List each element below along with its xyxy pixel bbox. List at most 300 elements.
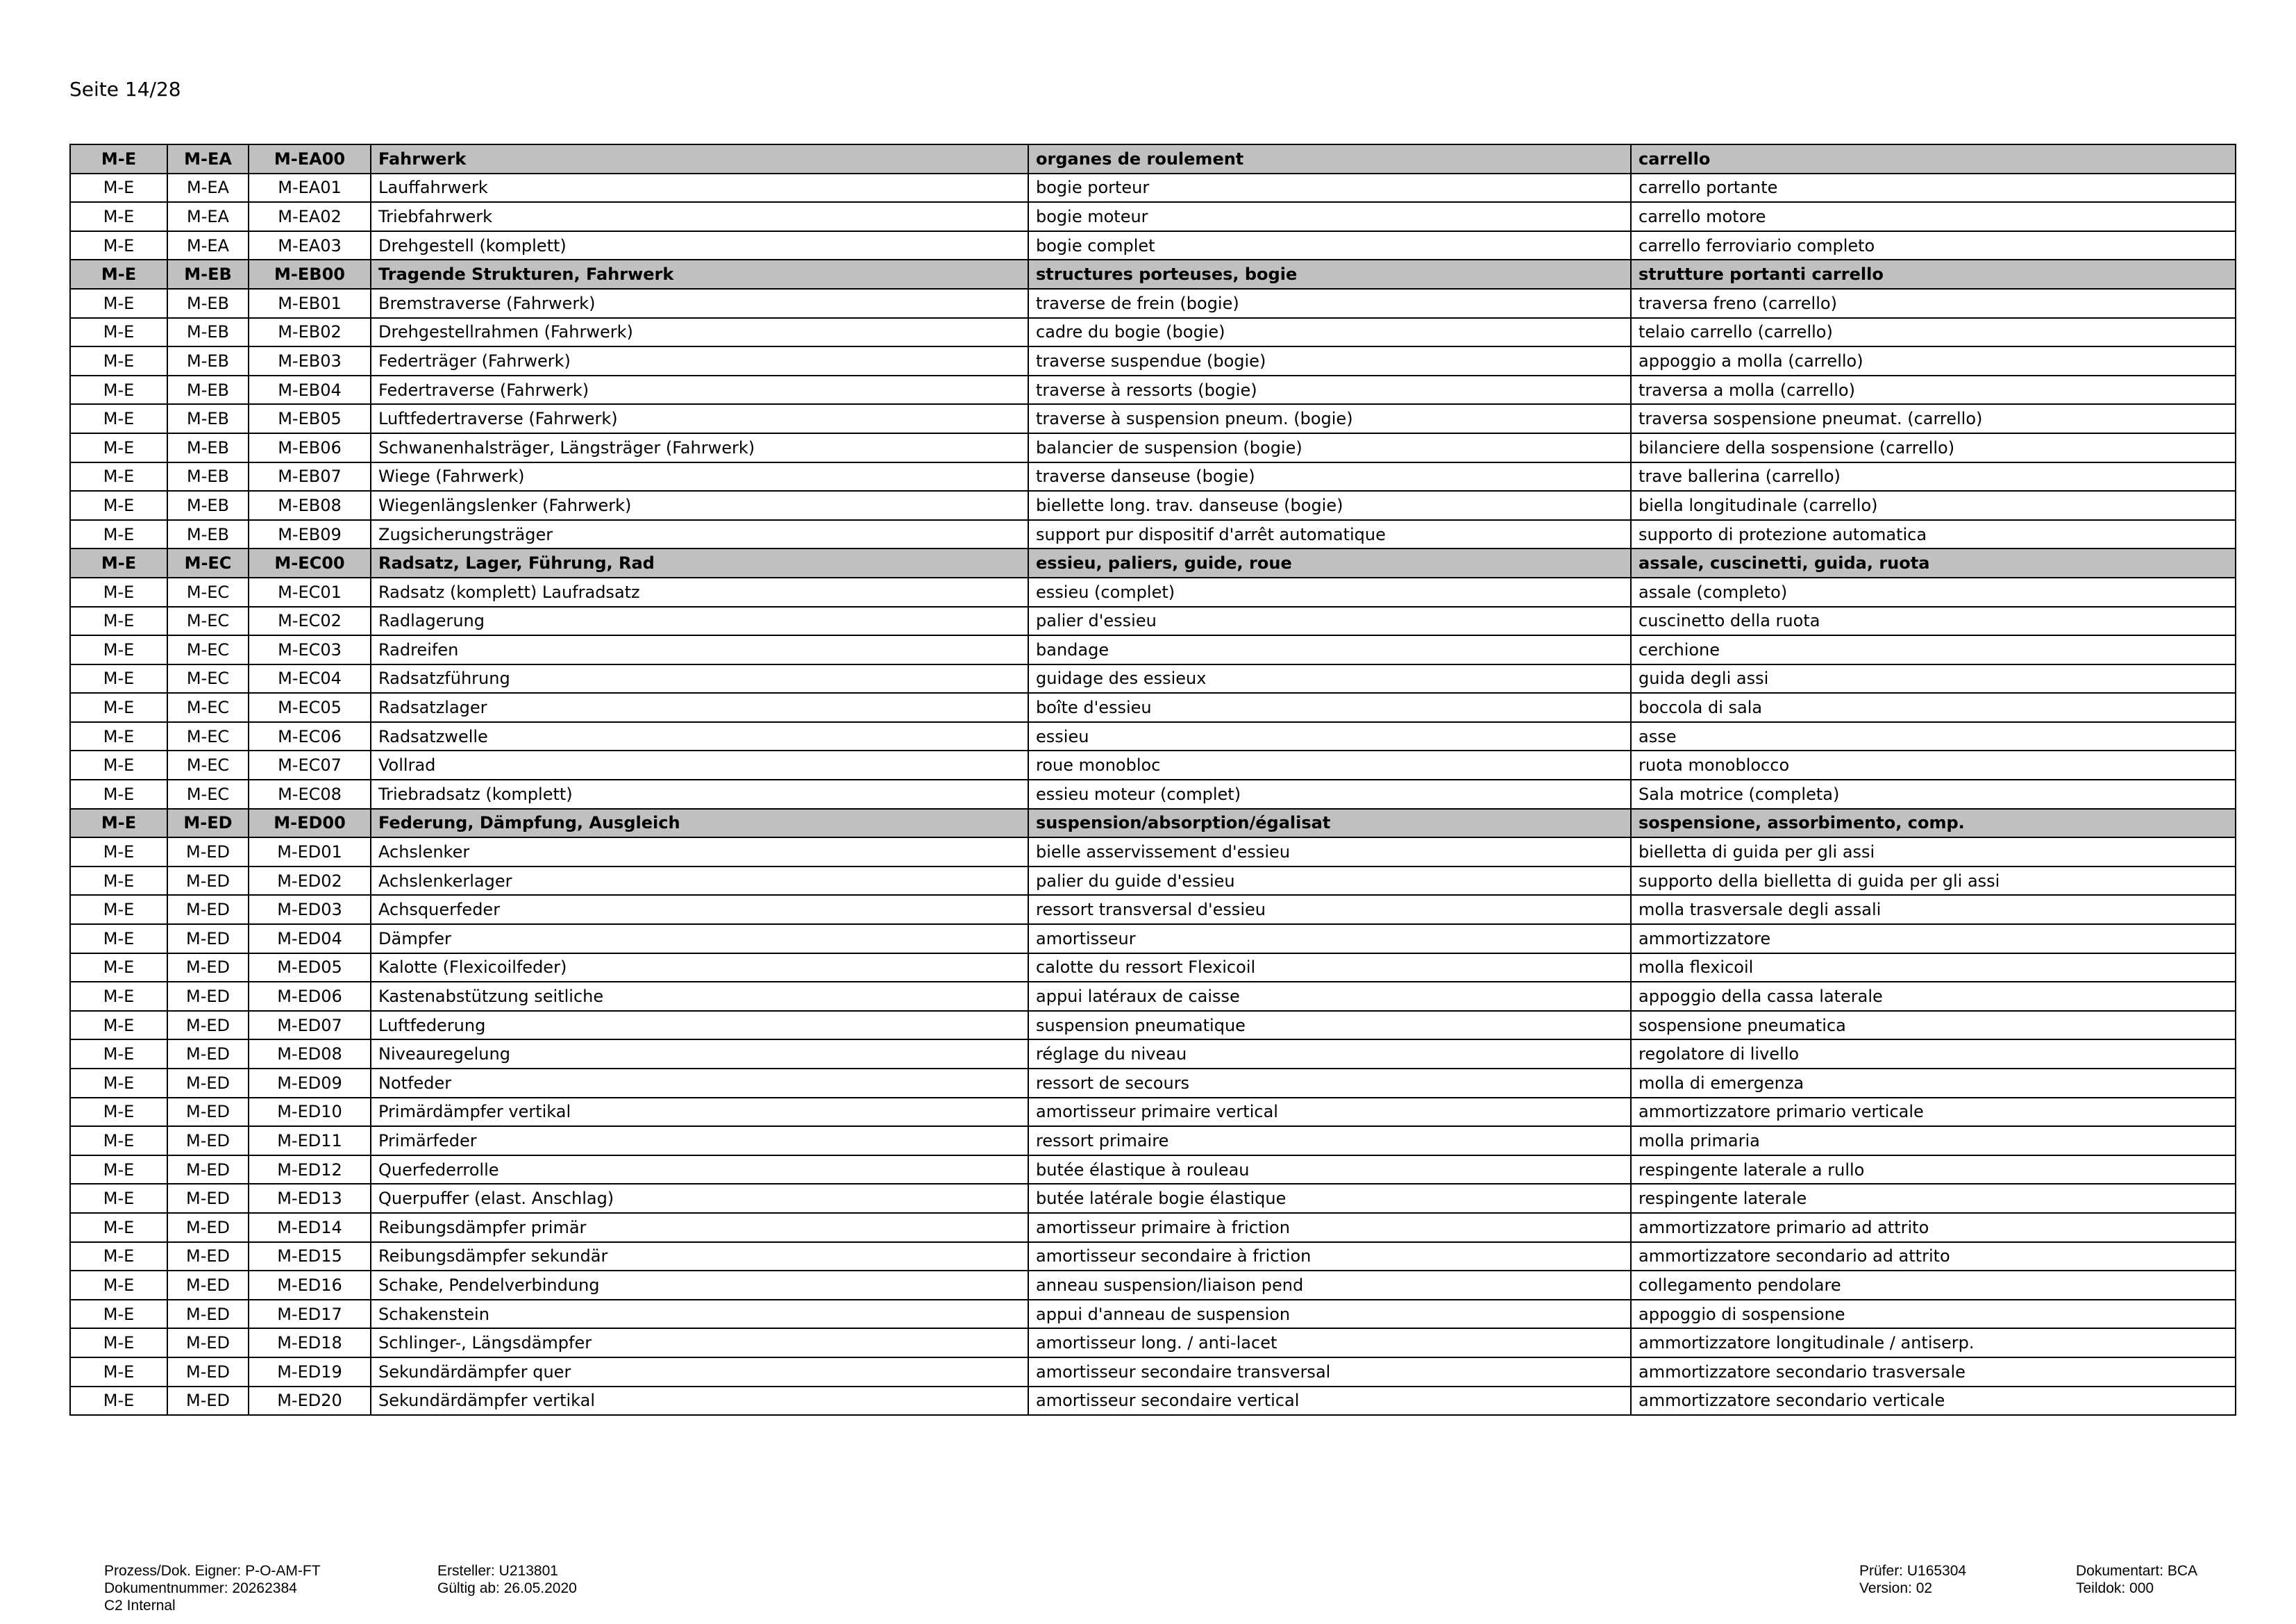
level2-cell: M-ED [167, 1011, 249, 1040]
code-cell: M-ED20 [249, 1387, 371, 1416]
italian-term-cell: ammortizzatore secondario verticale [1631, 1387, 2236, 1416]
italian-term-cell: traversa a molla (carrello) [1631, 376, 2236, 405]
german-term-cell: Bremstraverse (Fahrwerk) [371, 289, 1028, 318]
italian-term-cell: sospensione pneumatica [1631, 1011, 2236, 1040]
level1-cell: M-E [70, 1213, 167, 1242]
german-term-cell: Federung, Dämpfung, Ausgleich [371, 809, 1028, 838]
french-term-cell: réglage du niveau [1028, 1039, 1631, 1069]
footer-reviewer-block [1859, 1562, 1966, 1597]
german-term-cell: Sekundärdämpfer vertikal [371, 1387, 1028, 1416]
french-term-cell: amortisseur secondaire à friction [1028, 1242, 1631, 1271]
german-term-cell: Schakenstein [371, 1300, 1028, 1329]
level1-cell: M-E [70, 346, 167, 376]
german-term-cell: Vollrad [371, 751, 1028, 780]
table-row [70, 1242, 2236, 1271]
italian-term-cell: appoggio a molla (carrello) [1631, 346, 2236, 376]
table-row [70, 289, 2236, 318]
level2-cell: M-EB [167, 520, 249, 549]
table-row [70, 895, 2236, 924]
italian-term-cell: cerchione [1631, 635, 2236, 664]
code-cell: M-EB08 [249, 491, 371, 520]
german-term-cell: Schake, Pendelverbindung [371, 1271, 1028, 1300]
code-cell: M-EC01 [249, 578, 371, 607]
italian-term-cell: traversa sospensione pneumat. (carrello) [1631, 404, 2236, 433]
table-row [70, 1271, 2236, 1300]
code-cell: M-ED01 [249, 837, 371, 867]
german-term-cell: Dämpfer [371, 924, 1028, 953]
code-cell: M-EC02 [249, 607, 371, 636]
french-term-cell: boîte d'essieu [1028, 693, 1631, 722]
italian-term-cell: bielletta di guida per gli assi [1631, 837, 2236, 867]
german-term-cell: Schwanenhalsträger, Längsträger (Fahrwerk) [371, 433, 1028, 462]
level2-cell: M-ED [167, 1126, 249, 1155]
level2-cell: M-EC [167, 780, 249, 809]
footer-valid-from: Gültig ab: 26.05.2020 [437, 1580, 577, 1596]
french-term-cell: roue monobloc [1028, 751, 1631, 780]
french-term-cell: bogie porteur [1028, 174, 1631, 203]
level2-cell: M-ED [167, 837, 249, 867]
level1-cell: M-E [70, 462, 167, 492]
level2-cell: M-ED [167, 1098, 249, 1127]
level2-cell: M-ED [167, 1387, 249, 1416]
table-row [70, 751, 2236, 780]
italian-term-cell: boccola di sala [1631, 693, 2236, 722]
german-term-cell: Federtraverse (Fahrwerk) [371, 376, 1028, 405]
italian-term-cell: molla flexicoil [1631, 953, 2236, 982]
german-term-cell: Querpuffer (elast. Anschlag) [371, 1184, 1028, 1213]
french-term-cell: biellette long. trav. danseuse (bogie) [1028, 491, 1631, 520]
french-term-cell: bielle asservissement d'essieu [1028, 837, 1631, 867]
level2-cell: M-EB [167, 491, 249, 520]
table-row [70, 491, 2236, 520]
german-term-cell: Federträger (Fahrwerk) [371, 346, 1028, 376]
french-term-cell: bogie moteur [1028, 202, 1631, 231]
level1-cell: M-E [70, 1011, 167, 1040]
table-row [70, 1387, 2236, 1416]
french-term-cell: amortisseur [1028, 924, 1631, 953]
level2-cell: M-EB [167, 289, 249, 318]
code-cell: M-EC00 [249, 549, 371, 578]
level1-cell: M-E [70, 578, 167, 607]
level1-cell: M-E [70, 1387, 167, 1416]
german-term-cell: Fahrwerk [371, 144, 1028, 174]
italian-term-cell: ammortizzatore [1631, 924, 2236, 953]
french-term-cell: organes de roulement [1028, 144, 1631, 174]
level1-cell: M-E [70, 1155, 167, 1184]
table-row [70, 953, 2236, 982]
french-term-cell: bandage [1028, 635, 1631, 664]
german-term-cell: Tragende Strukturen, Fahrwerk [371, 260, 1028, 289]
level2-cell: M-EC [167, 607, 249, 636]
table-row [70, 607, 2236, 636]
french-term-cell: guidage des essieux [1028, 664, 1631, 694]
level2-cell: M-EC [167, 664, 249, 694]
code-cell: M-ED05 [249, 953, 371, 982]
french-term-cell: amortisseur primaire à friction [1028, 1213, 1631, 1242]
level1-cell: M-E [70, 635, 167, 664]
level2-cell: M-EC [167, 635, 249, 664]
table-row [70, 867, 2236, 896]
code-cell: M-EA02 [249, 202, 371, 231]
table-row [70, 578, 2236, 607]
german-term-cell: Drehgestell (komplett) [371, 231, 1028, 260]
level1-cell: M-E [70, 260, 167, 289]
level2-cell: M-EB [167, 346, 249, 376]
italian-term-cell: telaio carrello (carrello) [1631, 318, 2236, 347]
french-term-cell: essieu [1028, 722, 1631, 751]
level1-cell: M-E [70, 144, 167, 174]
german-term-cell: Triebradsatz (komplett) [371, 780, 1028, 809]
code-cell: M-ED15 [249, 1242, 371, 1271]
french-term-cell: cadre du bogie (bogie) [1028, 318, 1631, 347]
table-row [70, 1213, 2236, 1242]
italian-term-cell: ammortizzatore secondario trasversale [1631, 1357, 2236, 1387]
german-term-cell: Radsatzführung [371, 664, 1028, 694]
code-cell: M-EC03 [249, 635, 371, 664]
code-cell: M-EB09 [249, 520, 371, 549]
italian-term-cell: regolatore di livello [1631, 1039, 2236, 1069]
level2-cell: M-ED [167, 1184, 249, 1213]
level1-cell: M-E [70, 318, 167, 347]
german-term-cell: Primärfeder [371, 1126, 1028, 1155]
table-row [70, 433, 2236, 462]
italian-term-cell: appoggio di sospensione [1631, 1300, 2236, 1329]
italian-term-cell: ruota monoblocco [1631, 751, 2236, 780]
french-term-cell: structures porteuses, bogie [1028, 260, 1631, 289]
german-term-cell: Luftfederung [371, 1011, 1028, 1040]
italian-term-cell: assale, cuscinetti, guida, ruota [1631, 549, 2236, 578]
code-table-body [70, 144, 2236, 1415]
code-cell: M-ED12 [249, 1155, 371, 1184]
code-cell: M-EC06 [249, 722, 371, 751]
german-term-cell: Schlinger-, Längsdämpfer [371, 1328, 1028, 1357]
german-term-cell: Radlagerung [371, 607, 1028, 636]
level2-cell: M-EB [167, 404, 249, 433]
french-term-cell: support pur dispositif d'arrêt automatique [1028, 520, 1631, 549]
level2-cell: M-ED [167, 1039, 249, 1069]
table-row [70, 462, 2236, 492]
code-cell: M-EA01 [249, 174, 371, 203]
german-term-cell: Radsatz (komplett) Laufradsatz [371, 578, 1028, 607]
german-term-cell: Radsatzlager [371, 693, 1028, 722]
french-term-cell: bogie complet [1028, 231, 1631, 260]
level2-cell: M-EC [167, 751, 249, 780]
french-term-cell: ressort primaire [1028, 1126, 1631, 1155]
italian-term-cell: carrello ferroviario completo [1631, 231, 2236, 260]
level2-cell: M-ED [167, 1357, 249, 1387]
level2-cell: M-ED [167, 1155, 249, 1184]
italian-term-cell: appoggio della cassa laterale [1631, 982, 2236, 1011]
code-cell: M-EB02 [249, 318, 371, 347]
code-cell: M-EA00 [249, 144, 371, 174]
level2-cell: M-ED [167, 1213, 249, 1242]
italian-term-cell: asse [1631, 722, 2236, 751]
french-term-cell: balancier de suspension (bogie) [1028, 433, 1631, 462]
level2-cell: M-EC [167, 722, 249, 751]
table-row [70, 1069, 2236, 1098]
table-row [70, 1357, 2236, 1387]
level1-cell: M-E [70, 491, 167, 520]
code-cell: M-ED18 [249, 1328, 371, 1357]
table-row [70, 780, 2236, 809]
level1-cell: M-E [70, 722, 167, 751]
table-group-row [70, 260, 2236, 289]
table-row [70, 1126, 2236, 1155]
level1-cell: M-E [70, 433, 167, 462]
table-row [70, 318, 2236, 347]
code-cell: M-ED16 [249, 1271, 371, 1300]
table-row [70, 1184, 2236, 1213]
table-row [70, 1039, 2236, 1069]
italian-term-cell: molla primaria [1631, 1126, 2236, 1155]
code-cell: M-ED08 [249, 1039, 371, 1069]
german-term-cell: Radsatz, Lager, Führung, Rad [371, 549, 1028, 578]
french-term-cell: calotte du ressort Flexicoil [1028, 953, 1631, 982]
french-term-cell: butée latérale bogie élastique [1028, 1184, 1631, 1213]
german-term-cell: Radsatzwelle [371, 722, 1028, 751]
code-cell: M-ED06 [249, 982, 371, 1011]
french-term-cell: essieu (complet) [1028, 578, 1631, 607]
level2-cell: M-ED [167, 1300, 249, 1329]
level1-cell: M-E [70, 895, 167, 924]
italian-term-cell: ammortizzatore primario ad attrito [1631, 1213, 2236, 1242]
german-term-cell: Lauffahrwerk [371, 174, 1028, 203]
code-cell: M-ED11 [249, 1126, 371, 1155]
level2-cell: M-ED [167, 924, 249, 953]
french-term-cell: amortisseur secondaire vertical [1028, 1387, 1631, 1416]
table-row [70, 1328, 2236, 1357]
italian-term-cell: guida degli assi [1631, 664, 2236, 694]
level2-cell: M-ED [167, 895, 249, 924]
level1-cell: M-E [70, 1242, 167, 1271]
table-row [70, 520, 2236, 549]
footer-doc-number: Dokumentnummer: 20262384 [104, 1580, 297, 1596]
level2-cell: M-ED [167, 809, 249, 838]
table-row [70, 404, 2236, 433]
italian-term-cell: sospensione, assorbimento, comp. [1631, 809, 2236, 838]
french-term-cell: appui latéraux de caisse [1028, 982, 1631, 1011]
german-term-cell: Wiege (Fahrwerk) [371, 462, 1028, 492]
french-term-cell: traverse danseuse (bogie) [1028, 462, 1631, 492]
italian-term-cell: respingente laterale a rullo [1631, 1155, 2236, 1184]
level2-cell: M-EC [167, 578, 249, 607]
level1-cell: M-E [70, 924, 167, 953]
table-group-row [70, 144, 2236, 174]
level2-cell: M-ED [167, 1242, 249, 1271]
french-term-cell: amortisseur long. / anti-lacet [1028, 1328, 1631, 1357]
level1-cell: M-E [70, 1039, 167, 1069]
level2-cell: M-ED [167, 1271, 249, 1300]
german-term-cell: Primärdämpfer vertikal [371, 1098, 1028, 1127]
french-term-cell: butée élastique à rouleau [1028, 1155, 1631, 1184]
level2-cell: M-ED [167, 867, 249, 896]
french-term-cell: amortisseur secondaire transversal [1028, 1357, 1631, 1387]
italian-term-cell: biella longitudinale (carrello) [1631, 491, 2236, 520]
level1-cell: M-E [70, 1126, 167, 1155]
table-row [70, 1300, 2236, 1329]
level1-cell: M-E [70, 982, 167, 1011]
level2-cell: M-EA [167, 174, 249, 203]
code-cell: M-EC08 [249, 780, 371, 809]
french-term-cell: essieu, paliers, guide, roue [1028, 549, 1631, 578]
code-cell: M-EB06 [249, 433, 371, 462]
italian-term-cell: ammortizzatore secondario ad attrito [1631, 1242, 2236, 1271]
level2-cell: M-EC [167, 549, 249, 578]
level1-cell: M-E [70, 1300, 167, 1329]
table-row [70, 231, 2236, 260]
french-term-cell: amortisseur primaire vertical [1028, 1098, 1631, 1127]
level1-cell: M-E [70, 1271, 167, 1300]
french-term-cell: ressort de secours [1028, 1069, 1631, 1098]
code-cell: M-EB05 [249, 404, 371, 433]
code-cell: M-ED02 [249, 867, 371, 896]
footer-version: Version: 02 [1859, 1580, 1933, 1596]
code-cell: M-ED03 [249, 895, 371, 924]
level1-cell: M-E [70, 1184, 167, 1213]
code-cell: M-ED13 [249, 1184, 371, 1213]
italian-term-cell: molla trasversale degli assali [1631, 895, 2236, 924]
level2-cell: M-EA [167, 144, 249, 174]
french-term-cell: anneau suspension/liaison pend [1028, 1271, 1631, 1300]
code-cell: M-EB03 [249, 346, 371, 376]
level2-cell: M-ED [167, 953, 249, 982]
level1-cell: M-E [70, 404, 167, 433]
footer-reviewer: Prüfer: U165304 [1859, 1563, 1967, 1579]
level2-cell: M-EB [167, 318, 249, 347]
code-cell: M-EB04 [249, 376, 371, 405]
level2-cell: M-EA [167, 231, 249, 260]
code-cell: M-EC07 [249, 751, 371, 780]
level1-cell: M-E [70, 837, 167, 867]
code-cell: M-EC05 [249, 693, 371, 722]
level1-cell: M-E [70, 1069, 167, 1098]
french-term-cell: traverse suspendue (bogie) [1028, 346, 1631, 376]
italian-term-cell: assale (completo) [1631, 578, 2236, 607]
german-term-cell: Kalotte (Flexicoilfeder) [371, 953, 1028, 982]
code-cell: M-ED10 [249, 1098, 371, 1127]
code-cell: M-EB00 [249, 260, 371, 289]
italian-term-cell: carrello portante [1631, 174, 2236, 203]
code-cell: M-EB07 [249, 462, 371, 492]
german-term-cell: Sekundärdämpfer quer [371, 1357, 1028, 1387]
level1-cell: M-E [70, 780, 167, 809]
italian-term-cell: cuscinetto della ruota [1631, 607, 2236, 636]
level2-cell: M-EB [167, 433, 249, 462]
level1-cell: M-E [70, 1328, 167, 1357]
table-row [70, 635, 2236, 664]
french-term-cell: suspension/absorption/égalisat [1028, 809, 1631, 838]
table-row [70, 1098, 2236, 1127]
level1-cell: M-E [70, 376, 167, 405]
level2-cell: M-EC [167, 693, 249, 722]
footer-doc-type: Dokumentart: BCA [2076, 1563, 2198, 1579]
german-term-cell: Radreifen [371, 635, 1028, 664]
footer-part-doc: Teildok: 000 [2076, 1580, 2154, 1596]
page-number: Seite 14/28 [69, 78, 181, 101]
italian-term-cell: ammortizzatore primario verticale [1631, 1098, 2236, 1127]
code-cell: M-ED17 [249, 1300, 371, 1329]
footer-author-block [437, 1562, 577, 1597]
table-row [70, 837, 2236, 867]
italian-term-cell: Sala motrice (completa) [1631, 780, 2236, 809]
level2-cell: M-EB [167, 376, 249, 405]
footer-classification: C2 Internal [104, 1598, 176, 1614]
level1-cell: M-E [70, 751, 167, 780]
code-cell: M-EA03 [249, 231, 371, 260]
italian-term-cell: bilanciere della sospensione (carrello) [1631, 433, 2236, 462]
italian-term-cell: molla di emergenza [1631, 1069, 2236, 1098]
level2-cell: M-EB [167, 462, 249, 492]
level2-cell: M-EB [167, 260, 249, 289]
footer-doctype-block [2076, 1562, 2197, 1597]
table-row [70, 202, 2236, 231]
level1-cell: M-E [70, 953, 167, 982]
level1-cell: M-E [70, 607, 167, 636]
italian-term-cell: trave ballerina (carrello) [1631, 462, 2236, 492]
german-term-cell: Wiegenlängslenker (Fahrwerk) [371, 491, 1028, 520]
german-term-cell: Luftfedertraverse (Fahrwerk) [371, 404, 1028, 433]
table-row [70, 982, 2236, 1011]
code-cell: M-ED14 [249, 1213, 371, 1242]
table-row [70, 722, 2236, 751]
code-cell: M-EB01 [249, 289, 371, 318]
level2-cell: M-ED [167, 1328, 249, 1357]
german-term-cell: Drehgestellrahmen (Fahrwerk) [371, 318, 1028, 347]
code-cell: M-EC04 [249, 664, 371, 694]
table-row [70, 693, 2236, 722]
german-term-cell: Niveauregelung [371, 1039, 1028, 1069]
german-term-cell: Querfederrolle [371, 1155, 1028, 1184]
italian-term-cell: respingente laterale [1631, 1184, 2236, 1213]
table-group-row [70, 809, 2236, 838]
table-row [70, 376, 2236, 405]
italian-term-cell: collegamento pendolare [1631, 1271, 2236, 1300]
italian-term-cell: supporto di protezione automatica [1631, 520, 2236, 549]
footer-author: Ersteller: U213801 [437, 1563, 558, 1579]
footer-owner-block [104, 1562, 321, 1614]
french-term-cell: traverse de frein (bogie) [1028, 289, 1631, 318]
table-row [70, 664, 2236, 694]
code-cell: M-ED04 [249, 924, 371, 953]
german-term-cell: Kastenabstützung seitliche [371, 982, 1028, 1011]
table-row [70, 1011, 2236, 1040]
italian-term-cell: carrello motore [1631, 202, 2236, 231]
footer-owner: Prozess/Dok. Eigner: P-O-AM-FT [104, 1563, 321, 1579]
level1-cell: M-E [70, 867, 167, 896]
table-row [70, 924, 2236, 953]
french-term-cell: appui d'anneau de suspension [1028, 1300, 1631, 1329]
level1-cell: M-E [70, 520, 167, 549]
french-term-cell: palier d'essieu [1028, 607, 1631, 636]
german-term-cell: Zugsicherungsträger [371, 520, 1028, 549]
code-cell: M-ED09 [249, 1069, 371, 1098]
level1-cell: M-E [70, 1357, 167, 1387]
level2-cell: M-ED [167, 1069, 249, 1098]
level1-cell: M-E [70, 549, 167, 578]
table-row [70, 346, 2236, 376]
german-term-cell: Achsquerfeder [371, 895, 1028, 924]
code-cell: M-ED19 [249, 1357, 371, 1387]
french-term-cell: essieu moteur (complet) [1028, 780, 1631, 809]
italian-term-cell: traversa freno (carrello) [1631, 289, 2236, 318]
level1-cell: M-E [70, 664, 167, 694]
table-row [70, 174, 2236, 203]
code-cell: M-ED07 [249, 1011, 371, 1040]
german-term-cell: Triebfahrwerk [371, 202, 1028, 231]
level1-cell: M-E [70, 809, 167, 838]
french-term-cell: suspension pneumatique [1028, 1011, 1631, 1040]
code-cell: M-ED00 [249, 809, 371, 838]
